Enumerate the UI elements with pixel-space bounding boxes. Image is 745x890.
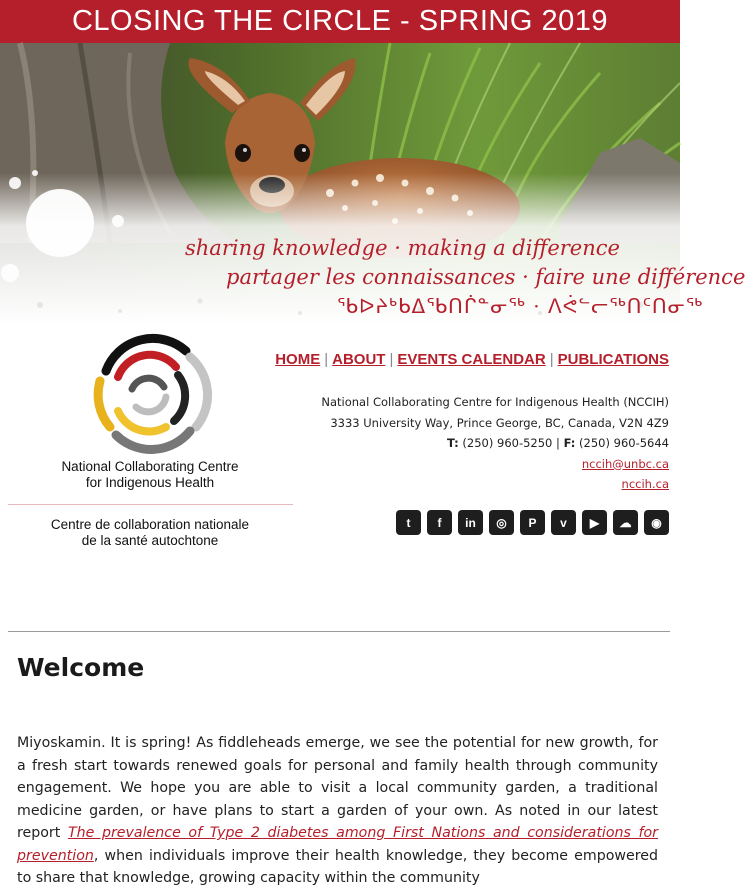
diabetes-report-link[interactable]: The prevalence of Type 2 diabetes among First Nations and considerations for prevention (17, 825, 658, 864)
logo-name-fr-line1: Centre de collaboration nationale (50, 517, 250, 532)
nccih-logo[interactable] (0, 325, 300, 555)
welcome-heading: Welcome (17, 653, 145, 682)
top-nav (275, 351, 669, 368)
social-icons (396, 510, 669, 535)
tel-number: (250) 960-5250 (462, 436, 553, 450)
soundcloud-icon[interactable]: ☁ (613, 510, 638, 535)
website-link[interactable]: nccih.ca (621, 477, 669, 491)
circle-swirl-logo-icon (86, 331, 214, 451)
nav-separator: | (389, 351, 394, 368)
hero-image (0, 43, 745, 325)
logo-name-english (0, 459, 300, 491)
logo-name-fr-line2: de la santé autochtone (81, 533, 219, 548)
welcome-paragraph (17, 732, 658, 890)
org-name: National Collaborating Centre for Indigenous Health (NCCIH) (321, 395, 669, 409)
issuu-icon[interactable]: ◉ (644, 510, 669, 535)
phone-separator: | (556, 436, 560, 450)
tagline-syllabics: ᖃᐅᔨᒃᑲᐃᖃᑎᒌᓐᓂᖅ · ᐱᕚᓪᓕᖅᑎᑦᑎᓂᖅ (337, 294, 704, 318)
logo-name-en-line1: National Collaborating Centre (61, 459, 239, 474)
email-link[interactable]: nccih@unbc.ca (581, 456, 669, 471)
tagline-french: partager les connaissances · faire une différence (226, 265, 745, 289)
logo-name-french (0, 517, 300, 549)
contact-block (321, 392, 669, 495)
newsletter-title-banner: CLOSING THE CIRCLE - SPRING 2019 (0, 0, 680, 43)
twitter-icon[interactable]: t (396, 510, 421, 535)
phone-fax-line (321, 433, 669, 454)
nav-publications-link[interactable]: PUBLICATIONS (557, 351, 669, 368)
logo-divider (8, 504, 293, 505)
fax-label: F: (563, 436, 576, 450)
nav-separator: | (549, 351, 554, 368)
youtube-icon[interactable]: ▶ (582, 510, 607, 535)
nav-about-link[interactable]: ABOUT (332, 351, 386, 368)
logo-name-en-line2: for Indigenous Health (85, 475, 215, 490)
section-divider (8, 631, 670, 632)
nav-separator: | (324, 351, 329, 368)
tagline-english: sharing knowledge · making a difference (185, 236, 620, 260)
welcome-text-before: Miyoskamin. It is spring! As fiddleheads emerge, we see the potential for new growth, for a fresh start towards renewed goals for personal and family health through community engagement. We hope you are able to visit a local community garden, a traditional medicine garden, or have plans to start a garden of your own. As noted in our latest report (17, 735, 658, 841)
nav-events-calendar-link[interactable]: EVENTS CALENDAR (397, 351, 546, 368)
instagram-icon[interactable]: ◎ (489, 510, 514, 535)
org-address: 3333 University Way, Prince George, BC, Canada, V2N 4Z9 (330, 415, 669, 430)
fax-number: (250) 960-5644 (579, 436, 669, 450)
linkedin-icon[interactable]: in (458, 510, 483, 535)
pinterest-icon[interactable]: P (520, 510, 545, 535)
nav-home-link[interactable]: HOME (275, 351, 321, 368)
facebook-icon[interactable]: f (427, 510, 452, 535)
welcome-text-after: , when individuals improve their health knowledge, they become empowered to share that knowledge, growing capacity within the community (17, 847, 658, 886)
vimeo-icon[interactable]: v (551, 510, 576, 535)
tel-label: T: (446, 436, 459, 450)
